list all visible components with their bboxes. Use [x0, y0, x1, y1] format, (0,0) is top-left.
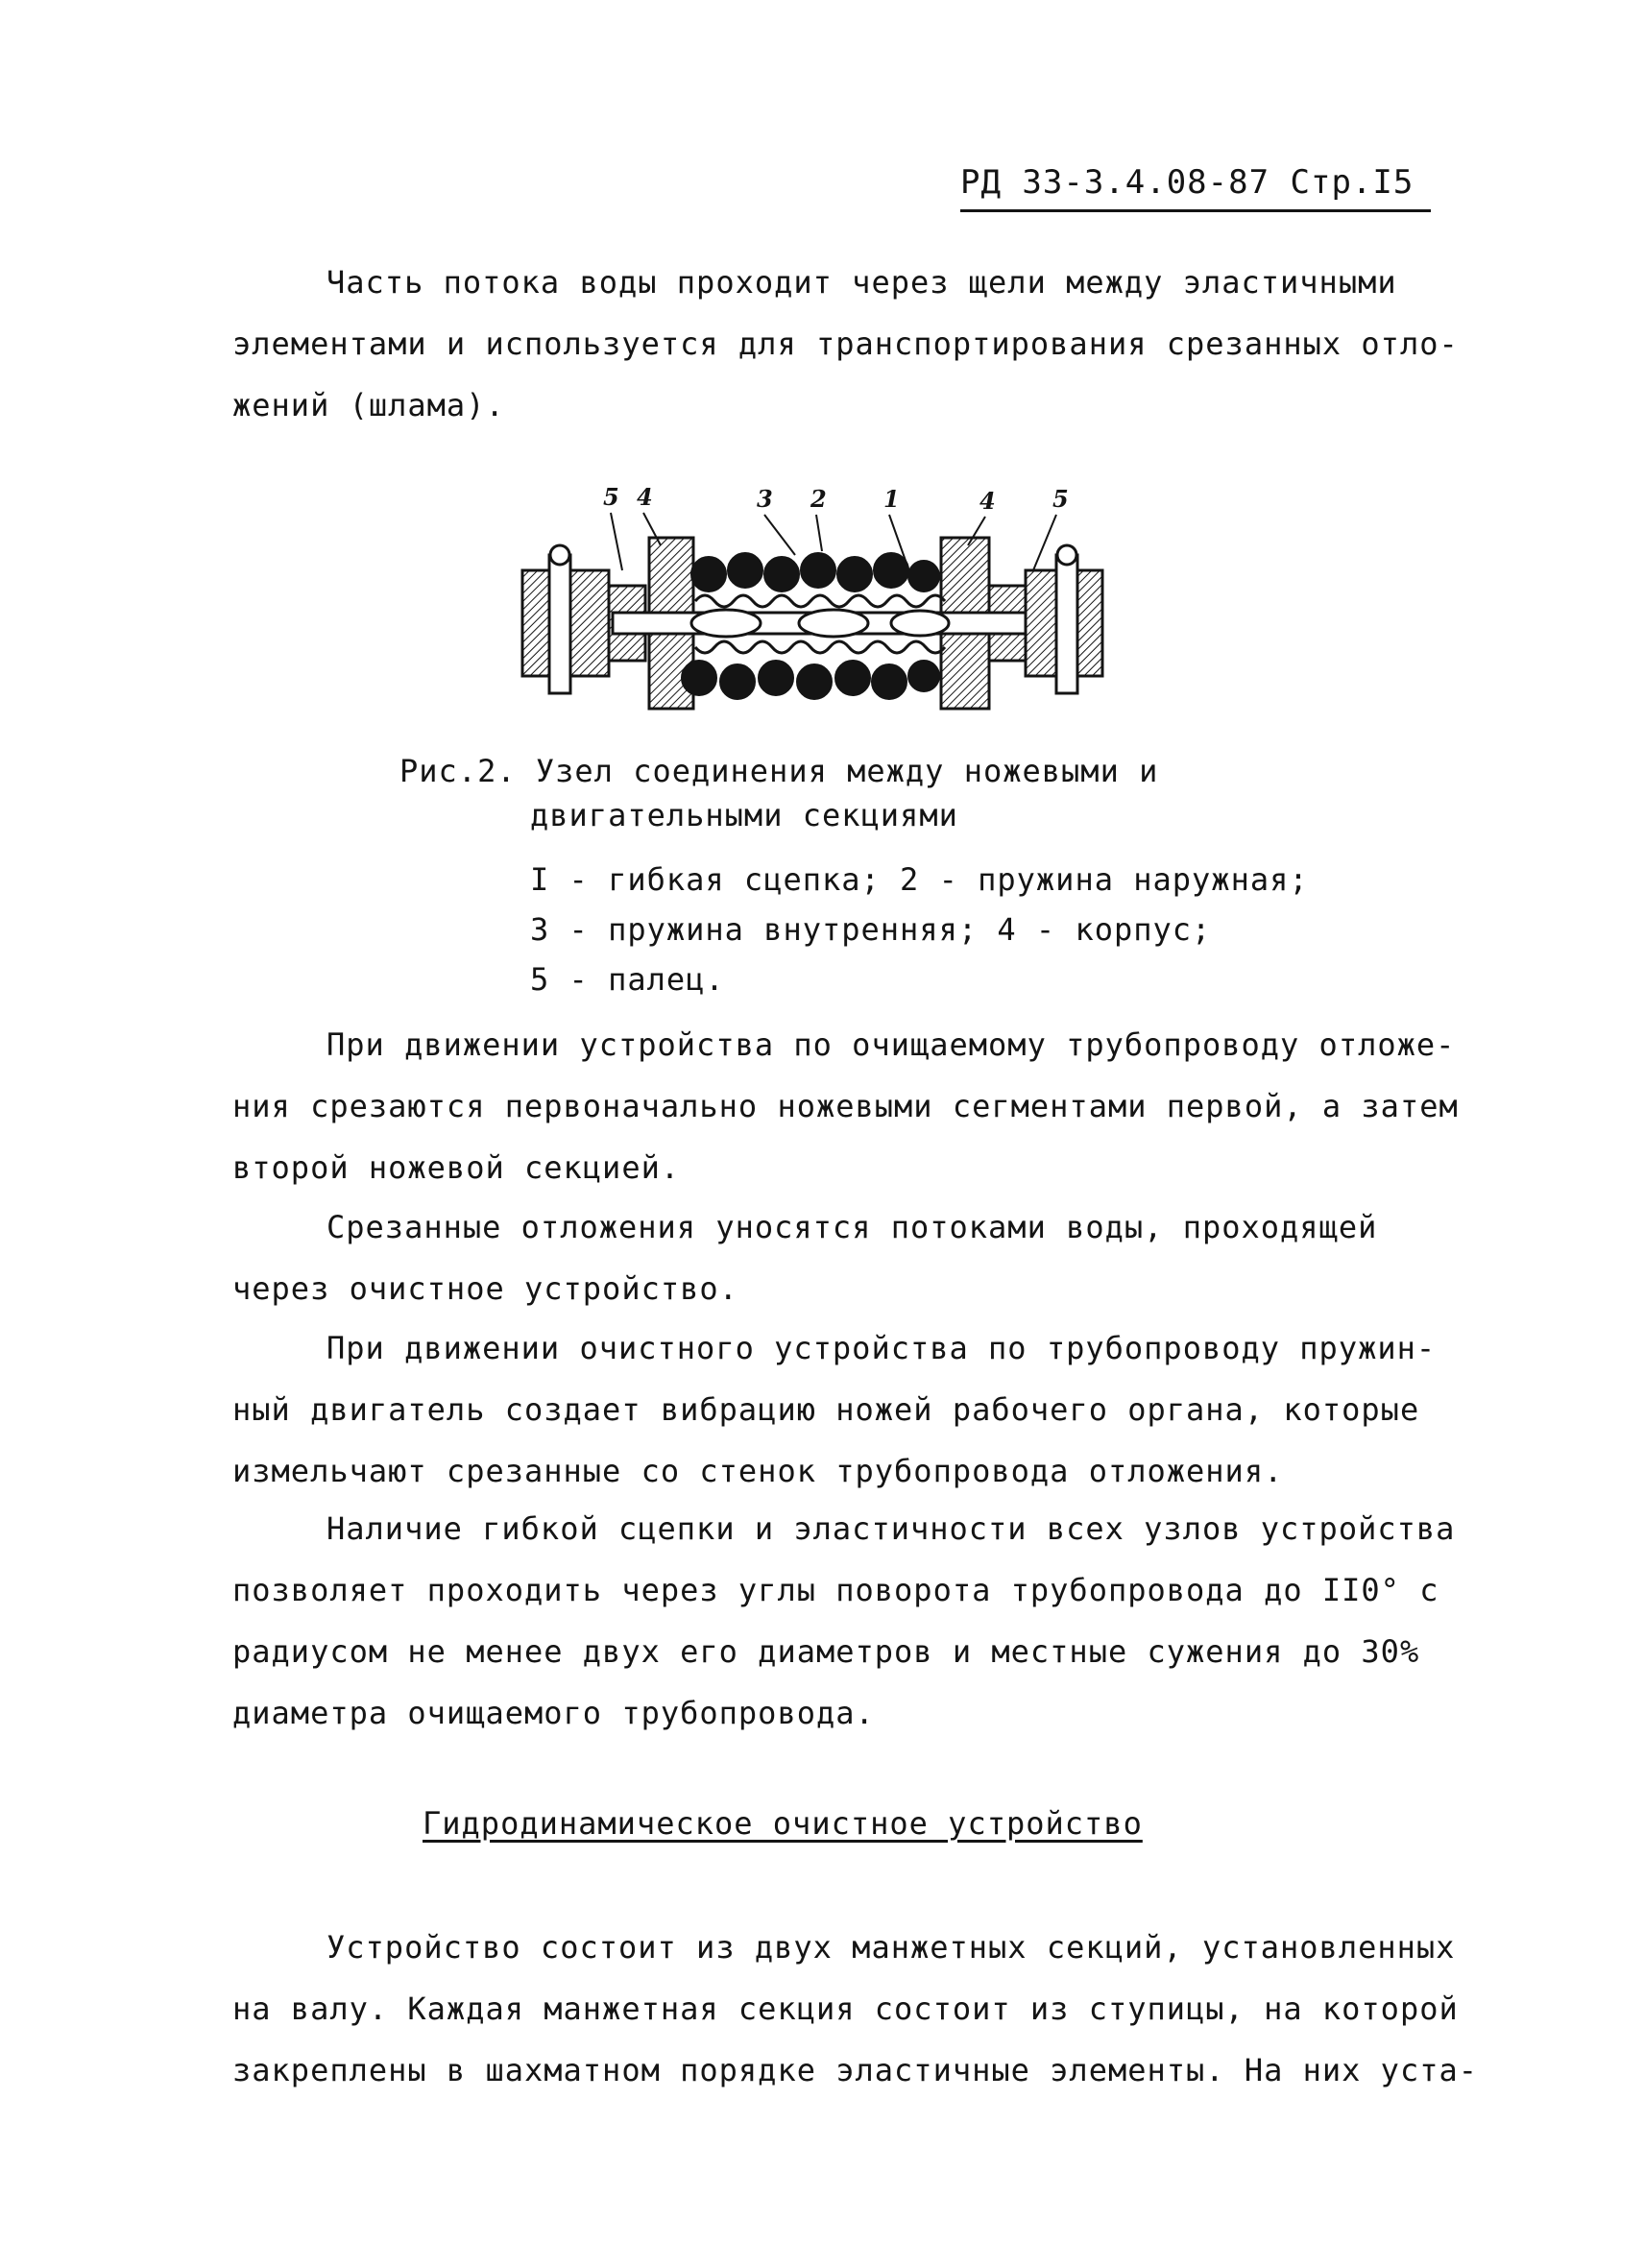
caption-line: Рис.2. Узел соединения между ножевыми и: [399, 753, 1159, 789]
text-line: второй ножевой секцией.: [232, 1149, 681, 1186]
text-line: ния срезаются первоначально ножевыми сегментами первой, а затем: [232, 1088, 1459, 1124]
text-line: элементами и используется для транспортирования срезанных отло-: [232, 326, 1459, 362]
section-heading: Гидродинамическое очистное устройство: [423, 1805, 1143, 1842]
figure-label-3: 3: [757, 485, 773, 513]
page-header: [960, 163, 1431, 212]
figure-caption: [399, 749, 1158, 837]
legend-line: 3 - пружина внутренняя; 4 - корпус;: [530, 911, 1212, 948]
text-line: позволяет проходить через углы поворота трубопровода до II0° с: [232, 1572, 1439, 1608]
text-line: измельчают срезанные со стенок трубопровода отложения.: [232, 1453, 1284, 1489]
paragraph-removal: [232, 1196, 1423, 1319]
text-line: Часть потока воды проходит через щели между эластичными: [326, 264, 1397, 301]
text-line: Срезанные отложения уносятся потоками воды, проходящей: [326, 1209, 1378, 1245]
legend-line: 5 - палец.: [530, 961, 725, 998]
figure-label-5-right: 5: [1052, 485, 1069, 513]
paragraph-flexibility: [232, 1498, 1456, 1744]
doc-reference: РД 33-3.4.08-87 Стр.I5: [960, 163, 1414, 202]
text-line: диаметра очищаемого трубопровода.: [232, 1695, 875, 1731]
figure-label-4-left: 4: [637, 483, 653, 511]
figure-legend: [530, 855, 1309, 1004]
figure-label-5-left: 5: [603, 483, 619, 511]
figure-label-1: 1: [883, 485, 900, 513]
intro-paragraph: [232, 252, 1459, 436]
paragraph-vibration: [232, 1317, 1437, 1502]
figure-label-4-right: 4: [979, 487, 996, 515]
text-line: закреплены в шахматном порядке эластичные элементы. На них уста-: [232, 2052, 1478, 2088]
text-line: жений (шлама).: [232, 387, 505, 423]
text-line: При движении устройства по очищаемому трубопроводу отложе-: [326, 1026, 1456, 1063]
coupling-assembly-drawing: [507, 478, 1122, 724]
paragraph-movement: [232, 1014, 1459, 1198]
paragraph-hydrodynamic-device: [232, 1917, 1478, 2101]
caption-line: двигательными секциями: [530, 797, 958, 833]
text-line: При движении очистного устройства по трубопроводу пружин-: [326, 1330, 1437, 1366]
figure-label-2: 2: [810, 485, 827, 513]
text-line: Наличие гибкой сцепки и эластичности всех узлов устройства: [326, 1510, 1456, 1547]
legend-line: I - гибкая сцепка; 2 - пружина наружная;: [530, 861, 1309, 898]
text-line: на валу. Каждая манжетная секция состоит из ступицы, на которой: [232, 1991, 1459, 2027]
text-line: Устройство состоит из двух манжетных секций, установленных: [326, 1929, 1456, 1966]
text-line: через очистное устройство.: [232, 1270, 738, 1307]
text-line: радиусом не менее двух его диаметров и местные сужения до 30%: [232, 1633, 1420, 1670]
text-line: ный двигатель создает вибрацию ножей рабочего органа, которые: [232, 1391, 1420, 1428]
